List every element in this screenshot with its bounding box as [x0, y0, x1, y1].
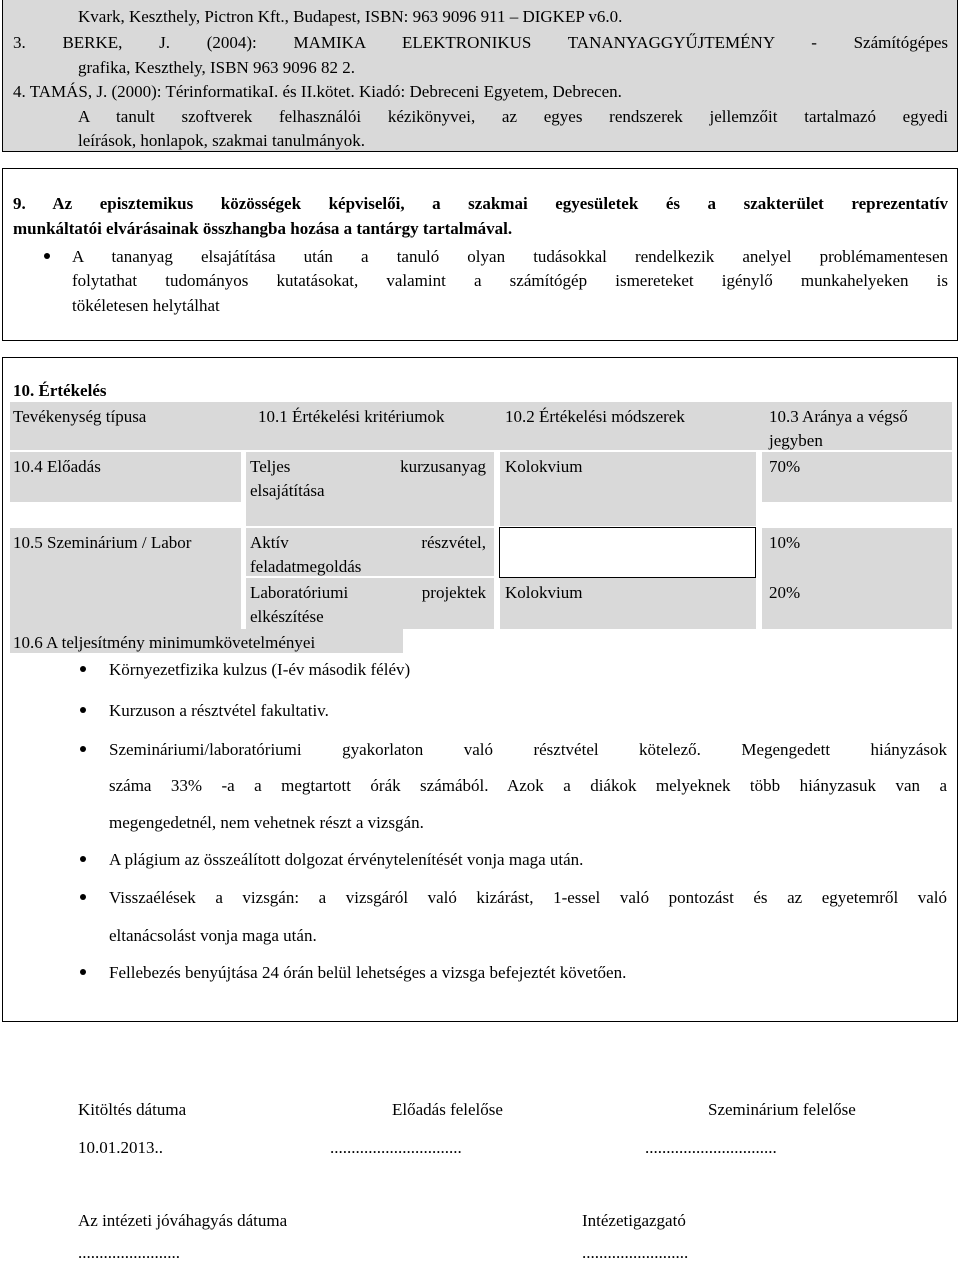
approval-date-label: Az intézeti jóváhagyás dátuma: [78, 1211, 288, 1230]
header-methods: 10.2 Értékelési módszerek: [505, 407, 685, 426]
row1-spacer-bg-b: [500, 502, 756, 526]
reference-line-2a: 3. BERKE, J. (2004): MAMIKA ELEKTRONIKUS TANANYAGGYŰJTEMÉNY - Számítógépes: [13, 33, 948, 52]
header-ratio-b: jegyben: [769, 431, 823, 450]
bullet-icon: [80, 969, 86, 975]
lecture-responsible-label: Előadás felelőse: [392, 1100, 503, 1119]
requirement-3c: megengedetnél, nem vehetnek részt a vizsgán.: [109, 813, 424, 832]
section9-heading-a: 9. Az episztemikus közösségek képviselői, a szakmai egyesületek és a szakterület reprezentatív: [13, 194, 948, 213]
bullet-icon: [80, 746, 86, 752]
bullet-icon: [44, 253, 50, 259]
header-activity-type: Tevékenység típusa: [13, 407, 147, 426]
seminar-responsible-label: Szeminárium felelőse: [708, 1100, 856, 1119]
approval-date-dots: ........................: [78, 1243, 180, 1262]
row1-method: Kolokvium: [505, 457, 583, 476]
bullet-icon: [80, 894, 86, 900]
requirement-3a: Szemináriumi/laboratóriumi gyakorlaton való résztvétel kötelező. Megengedett hiányzások: [109, 740, 947, 759]
row2-type: 10.5 Szeminárium / Labor: [13, 533, 192, 552]
section9-bullet-a: A tananyag elsajátítása után a tanuló olyan tudásokkal rendelkezik anelyel problémamentesen: [72, 247, 948, 266]
reference-line-1: Kvark, Keszthely, Pictron Kft., Budapest, ISBN: 963 9096 911 – DIGKEP v6.0.: [78, 7, 623, 26]
header-criteria: 10.1 Értékelési kritériumok: [258, 407, 445, 426]
requirement-5b: eltanácsolást vonja maga után.: [109, 926, 317, 945]
row1-ratio: 70%: [769, 457, 801, 476]
fill-date-label: Kitöltés dátuma: [78, 1100, 187, 1119]
section9-bullet-c: tökéletesen helytálhat: [72, 296, 220, 315]
requirement-5a: Visszaélések a vizsgán: a vizsgáról való kizárást, 1-essel való pontozást és az egyetemről való: [109, 888, 947, 907]
row3-criteria-a: Laboratóriumi projektek: [250, 583, 486, 602]
row1-spacer-bg-a: [246, 502, 494, 526]
section10-heading: 10. Értékelés: [13, 381, 107, 400]
director-signature-dots: .........................: [582, 1243, 689, 1262]
row1-criteria-a: Teljes kurzusanyag: [250, 457, 486, 476]
bullet-icon: [80, 856, 86, 862]
fill-date-value: 10.01.2013..: [78, 1138, 163, 1157]
reference-line-2b: grafika, Keszthely, ISBN 963 9096 82 2.: [78, 58, 355, 77]
requirement-2: Kurzuson a résztvétel fakultativ.: [109, 701, 329, 720]
reference-line-3: 4. TAMÁS, J. (2000): TérinformatikaI. és II.kötet. Kiadó: Debreceni Egyetem, Debrecen.: [13, 82, 622, 101]
bullet-icon: [80, 666, 86, 672]
reference-line-4a: A tanult szoftverek felhasználói kézikönyvei, az egyes rendszerek jellemzőit tartalmazó egyedi: [78, 107, 948, 126]
reference-line-4b: leírások, honlapok, szakmai tanulmányok.: [78, 131, 366, 150]
min-requirements-heading: 10.6 A teljesítmény minimumkövetelményei: [13, 633, 316, 652]
section9-bullet-b: folytathat tudományos kutatásokat, valamint a számítógép ismereteket igénylő munkahelyeken is: [72, 271, 948, 290]
director-label: Intézetigazgató: [582, 1211, 686, 1230]
header-ratio-a: 10.3 Aránya a végső: [769, 407, 908, 426]
row2-method-empty-cell: [499, 527, 756, 578]
row3-criteria-b: elkészítése: [250, 607, 324, 626]
row3-ratio: 20%: [769, 583, 801, 602]
row3-method: Kolokvium: [505, 583, 583, 602]
row2-criteria-a: Aktív részvétel,: [250, 533, 486, 552]
row1-criteria-b: elsajátítása: [250, 481, 325, 500]
row2-criteria-b: feladatmegoldás: [250, 557, 362, 576]
requirement-6: Fellebezés benyújtása 24 órán belül lehetséges a vizsga befejeztét követően.: [109, 963, 627, 982]
lecture-signature-dots: ...............................: [330, 1138, 462, 1157]
bullet-icon: [80, 707, 86, 713]
row1-type: 10.4 Előadás: [13, 457, 101, 476]
row2-ratio: 10%: [769, 533, 801, 552]
seminar-signature-dots: ...............................: [645, 1138, 777, 1157]
requirement-1: Környezetfizika kulzus (I-év második félév): [109, 660, 411, 679]
section9-heading-b: munkáltatói elvárásainak összhangba hozása a tantárgy tartalmával.: [13, 219, 513, 238]
requirement-3b: száma 33% -a a megtartott órák számából. Azok a diákok melyeknek több hiányzasuk van a: [109, 776, 947, 795]
requirement-4: A plágium az összeálított dolgozat érvénytelenítését vonja maga után.: [109, 850, 584, 869]
